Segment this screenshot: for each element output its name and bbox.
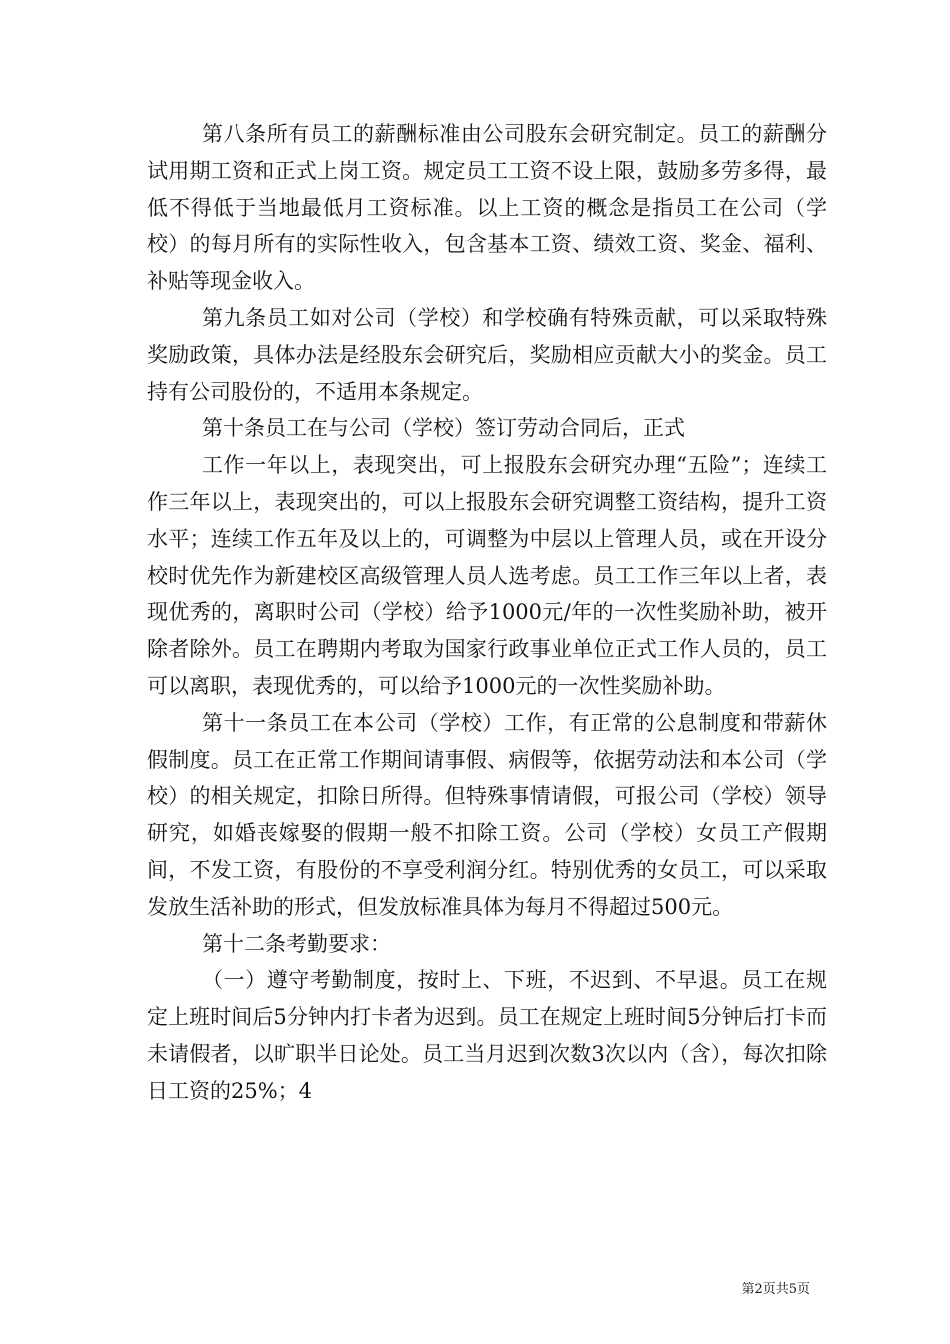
document-body <box>147 116 827 1110</box>
page-number-footer: 第2页共5页 <box>741 1282 810 1297</box>
article-12-heading: 第十二条考勤要求： <box>202 931 391 956</box>
article-10-continuation-paragraph: 工作一年以上，表现突出，可上报股东会研究办理“五险”；连续工作三年以上，表现突出的，可以上报股东会研究调整工资结构，提升工资水平；连续工作五年及以上的，可调整为中层以上管理人员，或在开设分校时优先作为新建校区高级管理人员人选考虑。员工工作三年以上者，表现优秀的，离职时公司（学校）给予1000元/年的一次性奖励补助，被开除者除外。员工在聘期内考取为国家行政事业单位正式工作人员的，员工可以离职，表现优秀的，可以给予1000元的一次性奖励补助。 <box>147 453 827 698</box>
article-8-paragraph: 第八条所有员工的薪酬标准由公司股东会研究制定。员工的薪酬分试用期工资和正式上岗工资。规定员工工资不设上限，鼓励多劳多得，最低不得低于当地最低月工资标准。以上工资的概念是指员工在公司（学校）的每月所有的实际性收入，包含基本工资、绩效工资、奖金、福利、补贴等现金收入。 <box>147 122 827 294</box>
article-11-paragraph: 第十一条员工在本公司（学校）工作，有正常的公息制度和带薪休假制度。员工在正常工作期间请事假、病假等，依据劳动法和本公司（学校）的相关规定，扣除日所得。但特殊事情请假，可报公司（学校）领导研究，如婚丧嫁娶的假期一般不扣除工资。公司（学校）女员工产假期间，不发工资，有股份的不享受利润分红。特别优秀的女员工，可以采取发放生活补助的形式，但发放标准具体为每月不得超过500元。 <box>147 710 827 919</box>
article-9-paragraph: 第九条员工如对公司（学校）和学校确有特殊贡献，可以采取特殊奖励政策，具体办法是经股东会研究后，奖励相应贡献大小的奖金。员工持有公司股份的，不适用本条规定。 <box>147 305 827 404</box>
article-12-item-1-paragraph: （一）遵守考勤制度，按时上、下班，不迟到、不早退。员工在规定上班时间后5分钟内打卡者为迟到。员工在规定上班时间5分钟后打卡而未请假者，以旷职半日论处。员工当月迟到次数3次以内（含），每次扣除日工资的25%；4 <box>147 968 827 1103</box>
article-10-paragraph: 第十条员工在与公司（学校）签订劳动合同后，正式 <box>202 416 685 441</box>
